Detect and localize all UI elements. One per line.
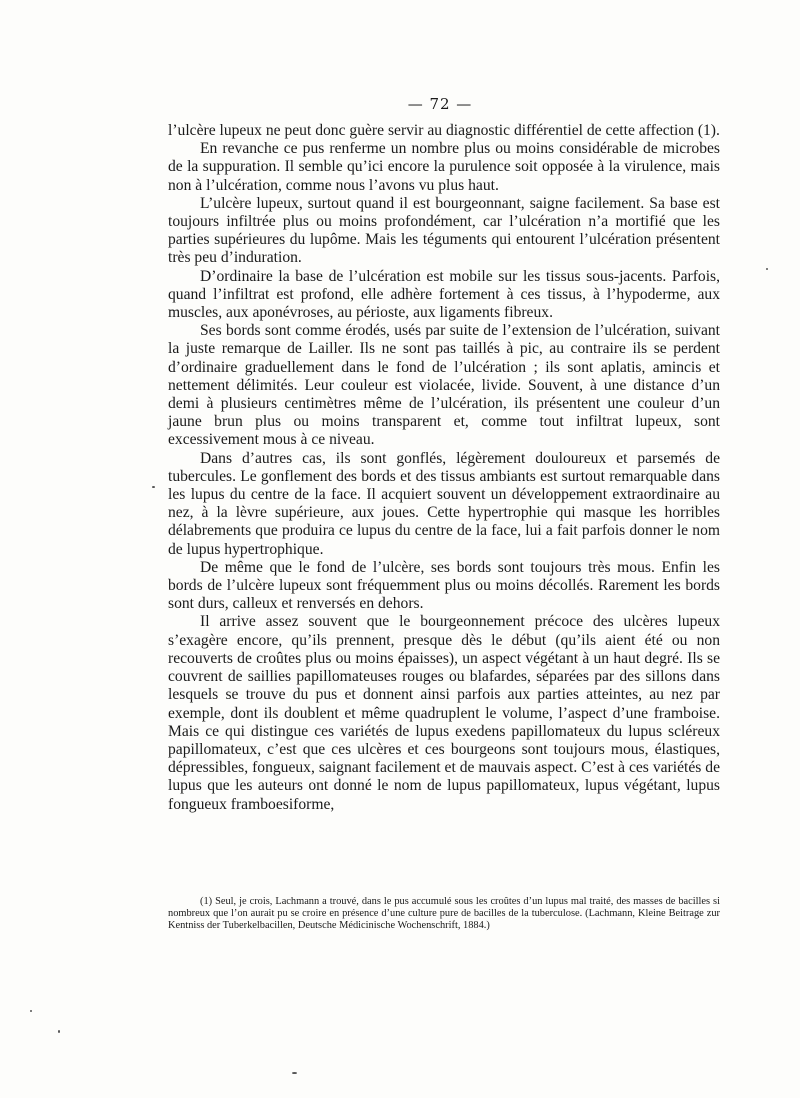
paragraph: Il arrive assez souvent que le bourgeonnement précoce des ulcères lupeux s’exagère encore, qu’ils prennent, presque dès le début (qu’ils aient été ou non recouverts de croûtes plus ou moins épaisses), un aspect végétant à un haut degré. Ils se couvrent de saillies papillomateuses rouges ou blafardes, séparées par des sillons dans lesquels se trouve du pus et donnent ainsi parfois aux parties atteintes, au nez par exemple, dont ils doublent et même quadruplent le volume, l’aspect d’une framboise. Mais ce qui distingue ces variétés de lupus exedens papillomateux du lupus scléreux papillomateux, c’est que ces ulcères et ces bourgeons sont toujours mous, élastiques, dépressibles, fongueux, saignant facilement et de mauvais aspect. C’est à ces variétés de lupus que les auteurs ont donné le nom de lupus papillomateux, lupus végétant, lupus fongueux framboesiforme, xyxy=(168,613,720,813)
paragraph: L’ulcère lupeux, surtout quand il est bourgeonnant, saigne facilement. Sa base est toujours infiltrée plus ou moins profondément, car l’ulcération n’a mortifié que les parties supérieures du lupôme. Mais les téguments qui entourent l’ulcération présentent très peu d’induration. xyxy=(168,194,720,267)
paragraph: Ses bords sont comme érodés, usés par suite de l’extension de l’ulcération, suivant la juste remarque de Lailler. Ils ne sont pas taillés à pic, au contraire ils se perdent d’ordinaire graduellement dans le fond de l’ulcération ; ils sont aplatis, amincis et nettement délimités. Leur couleur est violacée, livide. Souvent, à une distance d’un demi à plusieurs centimètres même de l’ulcération, ils présentent une couleur d’un jaune brun plus ou moins transparent et, comme tout infiltrat lupeux, sont excessivement mous à ce niveau. xyxy=(168,322,720,449)
scan-speck xyxy=(766,268,768,270)
body-text xyxy=(168,122,720,814)
scan-speck xyxy=(30,1010,32,1012)
page-number: — 72 — xyxy=(407,95,473,113)
paragraph: De même que le fond de l’ulcère, ses bords sont toujours très mous. Enfin les bords de l’ulcère lupeux sont fréquemment plus ou moins décollés. Rarement les bords sont durs, calleux et renversés en dehors. xyxy=(168,558,720,613)
footnote xyxy=(168,896,720,931)
paragraph: l’ulcère lupeux ne peut donc guère servir au diagnostic différentiel de cette affection (1). xyxy=(168,122,720,139)
paragraph: En revanche ce pus renferme un nombre plus ou moins considérable de microbes de la suppuration. Il semble qu’ici encore la purulence soit opposée à la virulence, mais non à l’ulcération, comme nous l’avons vu plus haut. xyxy=(168,140,720,194)
paragraph: D’ordinaire la base de l’ulcération est mobile sur les tissus sous-jacents. Parfois, quand l’infiltrat est profond, elle adhère fortement à ces tissus, à l’hypoderme, aux muscles, aux aponévroses, au périoste, aux ligaments fibreux. xyxy=(168,267,720,322)
scan-speck xyxy=(152,486,155,488)
scan-speck xyxy=(58,1030,60,1033)
scan-speck xyxy=(292,1072,297,1074)
paragraph: Dans d’autres cas, ils sont gonflés, légèrement douloureux et parsemés de tubercules. Le gonflement des bords et des tissus ambiants est surtout remarquable dans les lupus du centre de la face. Il acquiert souvent un développement extraordinaire au nez, à la lèvre supérieure, aux joues. Cette hypertrophie qui masque les horribles délabrements que produira ce lupus du centre de la face, lui a fait parfois donner le nom de lupus hypertrophique. xyxy=(168,449,720,558)
footnote-text: (1) Seul, je crois, Lachmann a trouvé, dans le pus accumulé sous les croûtes d’un lupus mal traité, des masses de bacilles si nombreux que l’on aurait pu se croire en présence d’une culture pure de bacilles de la tuberculose. (Lachmann, Kleine Beitrage zur Kentniss der Tuberkelbacillen, Deutsche Médicinische Wochenschrift, 1884.) xyxy=(168,896,720,931)
